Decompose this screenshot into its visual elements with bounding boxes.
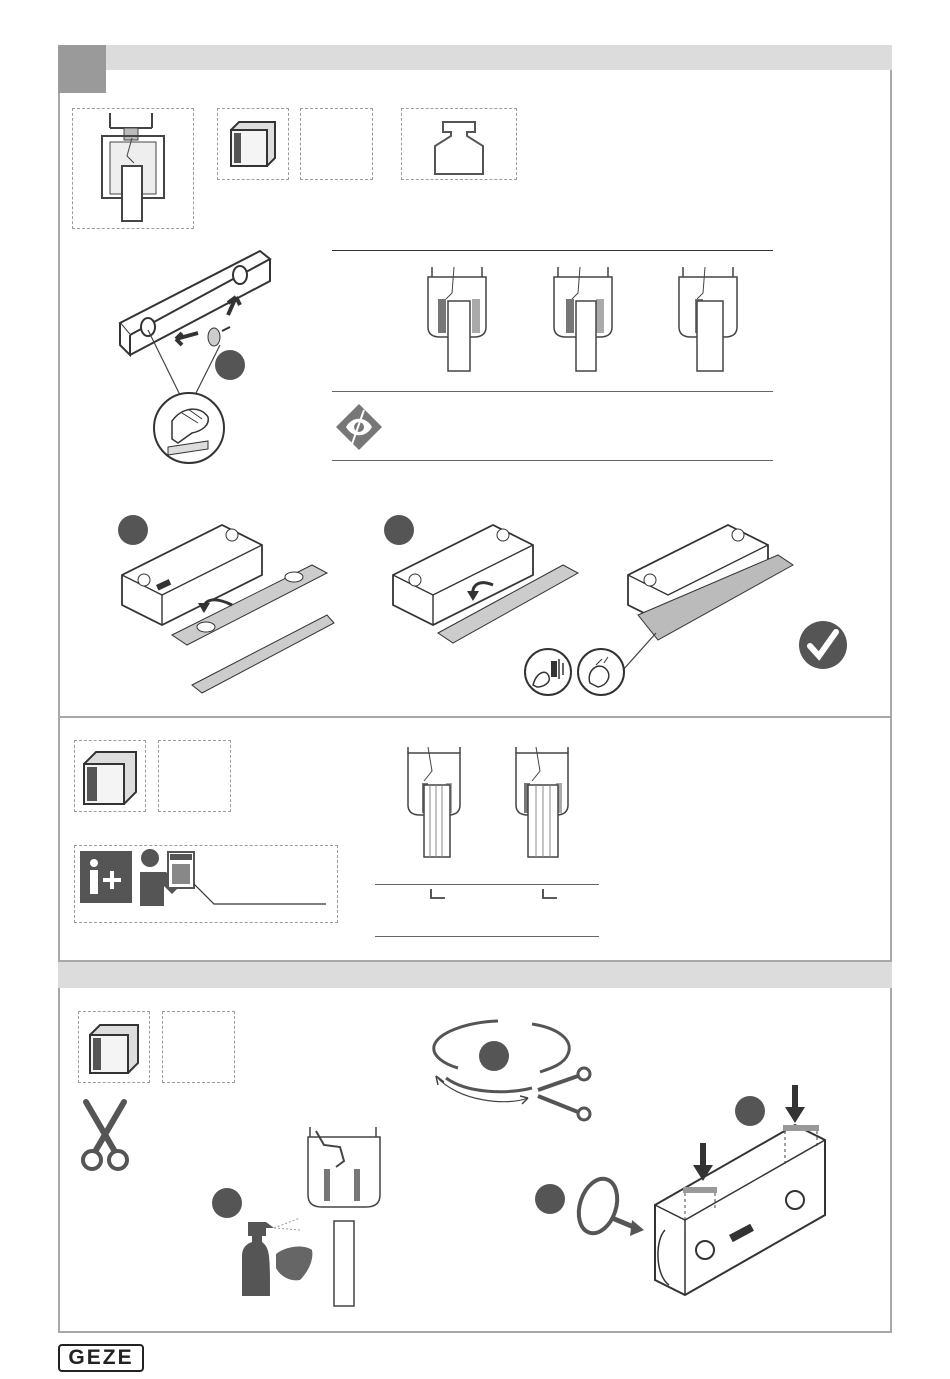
comparison-middle-rule (332, 391, 773, 392)
profile-view-1 (424, 263, 494, 373)
clamp-seal-assembly (645, 1085, 855, 1305)
comparison-top-rule (332, 250, 773, 251)
wipe-hand-icon (576, 647, 626, 697)
clamp-fitting-illustration-a (112, 515, 342, 695)
ring-cut-illustration (428, 1016, 598, 1120)
read-manual-icon (136, 846, 332, 910)
profile-glass-view-1 (402, 745, 468, 860)
cleaning-hand-icon (152, 391, 226, 465)
clamp-fitting-assembled (618, 515, 798, 655)
press-firmly-icon (523, 647, 573, 697)
glass-table-bottom-rule (375, 936, 599, 937)
profile-view-3 (675, 263, 745, 373)
profile-view-2 (550, 263, 620, 373)
comparison-bottom-rule (332, 460, 773, 461)
empty-tool-box-2 (158, 740, 231, 812)
clamp-fitting-illustration-b (383, 515, 583, 665)
info-plus-icon (80, 851, 132, 903)
profile-glass-view-2 (510, 745, 576, 860)
scissors-icon (78, 1100, 132, 1172)
section-1-header-bar (58, 45, 892, 71)
profile-section-icon (72, 108, 194, 229)
step-marker-clean (212, 1188, 242, 1218)
o-ring-icon (576, 1174, 648, 1248)
glass-pane-icon-3 (78, 1011, 150, 1083)
glass-pane-thick-icon (74, 740, 146, 812)
step-marker-clip (215, 350, 245, 380)
visual-check-icon (334, 402, 384, 452)
weight-icon (401, 108, 517, 180)
brand-logo: GEZE (58, 1344, 144, 1372)
glass-table-top-rule (375, 884, 599, 885)
empty-tool-box (300, 108, 373, 180)
hex-key-icon (428, 888, 448, 902)
cloth-icon (272, 1240, 316, 1284)
glass-pane-icon (217, 108, 289, 180)
check-icon (798, 620, 848, 670)
section-3-header-bar (58, 962, 892, 988)
section-1-marker (58, 45, 106, 93)
hex-key-icon-2 (540, 888, 560, 902)
step-marker-ring (535, 1184, 565, 1214)
empty-tool-box-3 (162, 1011, 235, 1083)
